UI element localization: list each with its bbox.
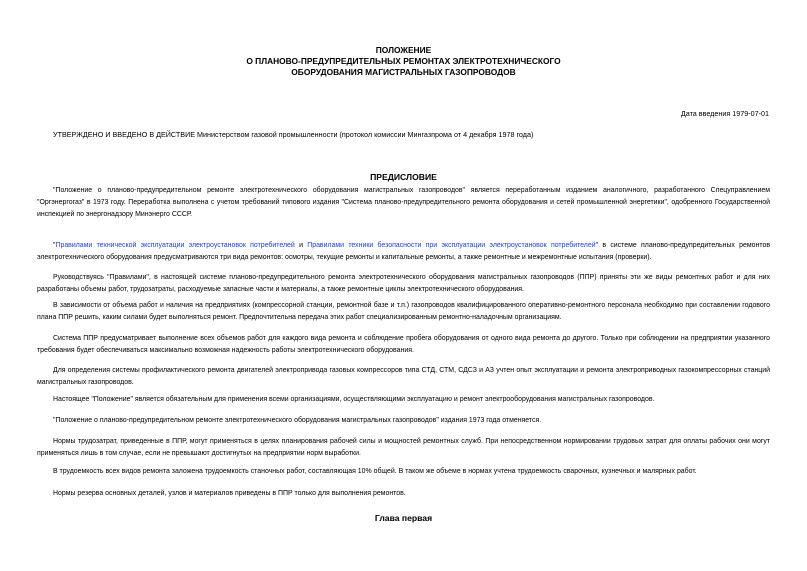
preface-paragraph-5: Система ППР предусматривает выполнение всех объемов работ для каждого вида ремонта и соблюдение пробега оборудования от одного вида ремонта до другого. Только при соблюдении на предприятии указанного требования будет обеспечиваться максимально возможная надежность работы электротехнического оборудования. bbox=[37, 335, 770, 354]
effective-date: Дата введения 1979-07-01 bbox=[680, 109, 769, 118]
document-title-line-1: ПОЛОЖЕНИЕ bbox=[375, 45, 432, 55]
link-safety-rules[interactable]: Правилами техники безопасности при эксплуатации электроустановок потребителей bbox=[307, 242, 596, 249]
preface-paragraph-11: Нормы резерва основных деталей, узлов и материалов приведены в ППР только для выполнения ремонтов. bbox=[53, 490, 406, 497]
preface-heading: ПРЕДИСЛОВИЕ bbox=[370, 172, 437, 182]
preface-paragraph-1: "Положение о планово-предупредительном ремонте электротехнического оборудования магистральных газопроводов" является переработанным изданием аналогичного, разработанного Спецуправлением "Оргэнергогаз" в 1973 году. Переработка выполнена с учетом требований типового издания "Система планово-предупредительного ремонта оборудования и сетей промышленной энергетики", одобренного Государственной инспекцией по энергонадзору Минэнерго СССР. bbox=[37, 187, 770, 218]
document-title-line-3: ОБОРУДОВАНИЯ МАГИСТРАЛЬНЫХ ГАЗОПРОВОДОВ bbox=[291, 67, 516, 77]
preface-paragraph-9: Нормы трудозатрат, приведенные в ППР, могут применяться в целях планирования рабочей силы и мощностей ремонтных служб. При непосредственном нормировании трудовых затрат для оплаты рабочих они могут применяться лишь в том случае, если не превышают достигнутых на предприятии норм выработки. bbox=[37, 438, 770, 457]
preface-paragraph-10: В трудоемкость всех видов ремонта заложена трудоемкость станочных работ, составляющая 10% общей. В таком же объеме в нормах учтена трудоемкость сварочных, кузнечных и малярных работ. bbox=[53, 468, 697, 475]
document-title-line-2: О ПЛАНОВО-ПРЕДУПРЕДИТЕЛЬНЫХ РЕМОНТАХ ЭЛЕКТРОТЕХНИЧЕСКОГО bbox=[246, 56, 561, 66]
preface-paragraph-4: В зависимости от объема работ и наличия на предприятиях (компрессорной станции, ремонтной базе и т.п.) газопроводов квалифицированного оперативно-ремонтного персонала необходимо при составлении годового плана ППР решить, каким силами будет выполняться ремонт. Предпочтительна передача этих работ специализированным ремонтно-наладочным организациям. bbox=[37, 302, 770, 321]
approval-statement: УТВЕРЖДЕНО И ВВЕДЕНО В ДЕЙСТВИЕ Министерством газовой промышленности (протокол комиссии Мингазпрома от 4 декабря 1978 года) bbox=[53, 130, 534, 139]
preface-paragraph-2: "Правилами технической эксплуатации электроустановок потребителей и Правилами техники безопасности при эксплуатации электроустановок потребителей" в системе планово-предупредительных ремонтов электротехнического оборудования предусматриваются три вида ремонтов: осмотры, текущие ремонты и капитальные ремонты, а также ремонтные и межремонтные испытания (проверки). bbox=[37, 242, 771, 261]
preface-paragraph-7: Настоящее "Положение" является обязательным для применения всеми организациями, осуществляющими эксплуатацию и ремонт электрооборудования магистральных газопроводов. bbox=[53, 396, 655, 403]
preface-paragraph-8: "Положение о планово-предупредительном ремонте электротехнического оборудования магистральных газопроводов" издания 1973 года отменяется. bbox=[53, 417, 542, 424]
link-technical-operation-rules[interactable]: Правилами технической эксплуатации электроустановок потребителей bbox=[55, 242, 295, 249]
preface-paragraph-3: Руководствуясь "Правилами", в настоящей системе планово-предупредительного ремонта электротехнического оборудования магистральных газопроводов (ППР) приняты эти же виды ремонтных работ и для них разработаны объемы работ, трудозатраты, расходуемые запасные части и материалы, а также ремонтные циклы электротехнического оборудования. bbox=[37, 274, 770, 293]
preface-paragraph-6: Для определения системы профилактического ремонта двигателей электропривода газовых компрессоров типа СТД, СТМ, СДСЗ и АЗ учтен опыт эксплуатации и ремонта электроприводных газокомпрессорных станций магистральных газопроводов. bbox=[37, 367, 770, 386]
paragraph-2-text: в системе планово-предупредительных ремонтов электротехнического оборудования предусматриваются три вида ремонтов: осмотры, текущие ремонты и капитальные ремонты, а также ремонтные и межремонтные испытания (проверки). bbox=[37, 242, 771, 261]
chapter-heading: Глава первая bbox=[374, 513, 433, 523]
paragraph-2-conjunction: и bbox=[294, 242, 308, 249]
